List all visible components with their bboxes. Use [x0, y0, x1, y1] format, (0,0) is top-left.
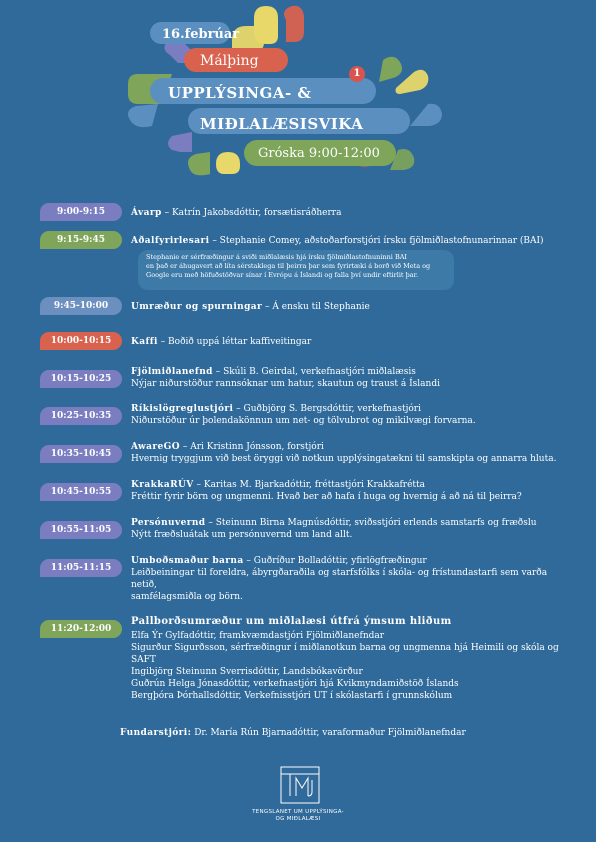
- agenda-title: Ríkislögreglustjóri: [131, 404, 234, 414]
- agenda-title: Aðalfyrirlesari: [131, 236, 210, 246]
- logo-line: OG MIÐLALÆSI: [275, 816, 321, 822]
- agenda-speaker: – Ari Kristinn Jónsson, forstjóri: [180, 442, 324, 452]
- agenda-description: Nýtt fræðsluátak um persónuvernd um land allt.: [131, 530, 353, 540]
- agenda-item: [131, 235, 571, 247]
- agenda-item: [131, 479, 571, 503]
- agenda-item: [131, 207, 571, 219]
- agenda-speaker: – Karitas M. Bjarkadóttir, fréttastjóri Krakkafrétta: [193, 480, 426, 490]
- logo-line: TENGSLANET UM UPPLÝSINGA-: [252, 809, 344, 815]
- time-pill: 10:55-11:05: [40, 521, 122, 539]
- agenda-title: KrakkaRÚV: [131, 480, 194, 490]
- agenda-item: [131, 441, 571, 465]
- time-pill: 9:00-9:15: [40, 203, 122, 221]
- agenda-title: Pallborðsumræður um miðlalæsi útfrá ýmsum hliðum: [131, 616, 452, 627]
- agenda-speaker: – Skúli B. Geirdal, verkefnastjóri miðlalæsis: [212, 367, 416, 377]
- agenda-speaker: – Katrín Jakobsdóttir, forsætisráðherra: [161, 208, 342, 218]
- agenda-title: Ávarp: [131, 208, 162, 218]
- agenda-title: Persónuvernd: [131, 518, 206, 528]
- panelist: Elfa Ýr Gylfadóttir, framkvæmdastjóri Fjölmiðlanefndar: [131, 631, 385, 641]
- agenda-title: Fjölmiðlanefnd: [131, 367, 213, 377]
- moderator-name: Dr. María Rún Bjarnadóttir, varaformaður Fjölmiðlanefndar: [191, 728, 466, 738]
- time-pill: 10:35-10:45: [40, 445, 122, 463]
- logo-text: [220, 809, 376, 823]
- note-tail: [444, 282, 454, 290]
- agenda-item: [131, 403, 571, 427]
- panelist: Sigurður Sigurðsson, sérfræðingur í miðlanotkun barna og ungmenna hjá Heimili og skóla og SAFT: [131, 643, 559, 665]
- time-pill: 10:15-10:25: [40, 370, 122, 388]
- agenda-item: [131, 366, 571, 390]
- agenda-title: AwareGO: [131, 442, 180, 452]
- agenda-speaker: – Stephanie Comey, aðstoðarforstjóri írsku fjölmiðlastofnunarinnar (BAI): [209, 236, 544, 246]
- agenda-speaker: – Guðbjörg S. Bergsdóttir, verkefnastjóri: [233, 404, 421, 414]
- time-pill: 9:15-9:45: [40, 231, 122, 249]
- agenda-description: Leiðbeiningar til foreldra, ábyrgðaraðila og starfsfólks í skóla- og frístundastarfi sem varða netið,: [131, 568, 548, 590]
- agenda-speaker: – Guðríður Bolladóttir, yfirlögfræðingur: [243, 556, 427, 566]
- time-pill: 11:05-11:15: [40, 559, 122, 577]
- agenda-title: Umræður og spurningar: [131, 302, 263, 312]
- agenda-description: Nýjar niðurstöður rannsóknar um hatur, skautun og traust á Íslandi: [131, 379, 440, 389]
- moderator-label: Fundarstjóri:: [120, 728, 192, 738]
- title-line-2: MIÐLALÆSISVIKA: [200, 115, 364, 133]
- tmu-logo: [280, 766, 320, 804]
- venue-time: Gróska 9:00-12:00: [258, 146, 380, 161]
- time-pill: 10:25-10:35: [40, 407, 122, 425]
- agenda-description: Niðurstöður úr þolendakönnun um net- og tölvubrot og mikilvægi forvarna.: [131, 416, 476, 426]
- panelist: Bergþóra Þórhallsdóttir, Verkefnisstjóri UT í skólastarfi í grunnskólum: [131, 691, 453, 701]
- agenda-item: [131, 616, 571, 628]
- note-line: en það er áhugavert að líta sérstaklega til þeirra þar sem fyrirtæki á borð við Meta og: [146, 262, 431, 270]
- agenda-title: Kaffi: [131, 337, 158, 347]
- agenda-speaker: – Boðið uppá léttar kaffiveitingar: [157, 337, 312, 347]
- agenda-item: [131, 555, 571, 603]
- time-pill: 11:20-12:00: [40, 620, 122, 638]
- note-line: Stephanie er sérfræðingur á sviði miðlalæsis hjá írsku fjölmiðlastofnuninni BAI: [146, 253, 407, 261]
- time-pill: 10:00-10:15: [40, 332, 122, 350]
- note-line: Google eru með höfuðstöðvar sínar í Evrópu á Íslandi og falla því undir eftirlit þar.: [146, 271, 419, 279]
- number-badge: 1: [349, 66, 365, 82]
- agenda-speaker: – Steinunn Birna Magnúsdóttir, sviðsstjóri erlends samstarfs og fræðslu: [205, 518, 537, 528]
- event-type: Málþing: [200, 53, 259, 69]
- title-line-1: UPPLÝSINGA- &: [168, 84, 312, 102]
- agenda-speaker: – Á ensku til Stephanie: [262, 302, 370, 312]
- time-pill: 10:45-10:55: [40, 483, 122, 501]
- keynote-note: [138, 250, 454, 290]
- agenda-description: Fréttir fyrir börn og ungmenni. Hvað ber að hafa í huga og hvernig á að ná til þeirra?: [131, 492, 522, 502]
- panelist: Ingibjörg Steinunn Sverrisdóttir, Landsbókavörður: [131, 667, 363, 677]
- agenda-item: [131, 301, 571, 313]
- panelist: Guðrún Helga Jónasdóttir, verkefnastjóri hjá Kvikmyndamiðstöð Íslands: [131, 679, 459, 689]
- panel-list: [131, 630, 571, 702]
- agenda-description: Hvernig tryggjum við best öryggi við notkun upplýsingatækni til samskipta og annarra hluta.: [131, 454, 557, 464]
- moderator: [120, 728, 466, 738]
- agenda-item: [131, 517, 571, 541]
- agenda-item: [131, 336, 571, 348]
- agenda-title: Umboðsmaður barna: [131, 556, 244, 566]
- time-pill: 9:45-10:00: [40, 297, 122, 315]
- agenda-description: samfélagsmiðla og börn.: [131, 592, 243, 602]
- event-date: 16.febrúar: [162, 27, 240, 42]
